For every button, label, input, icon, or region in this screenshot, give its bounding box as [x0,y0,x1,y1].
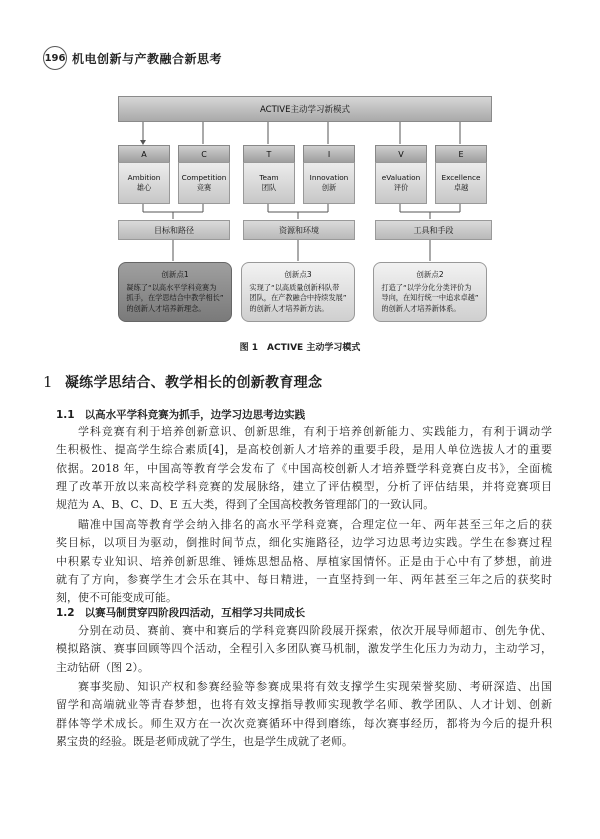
subsection-number: 1.1 [56,409,75,421]
text-line: 规范为 A、B、C、D、E 五大类，得到了全国高校教务管理部门的一致认同。 [56,498,435,512]
subsection-title: 以赛马制贯穿四阶段四活动，互相学习共同成长 [84,607,306,619]
running-title: 机电创新与产教融合新思考 [72,52,223,66]
text-line: 生积极性、提高学生综合素质[4]，是高校创新人才培养的重要手段，是用人单位选拔人才的重要 [56,443,552,457]
text-line: 依据。2018 年，中国高等教育学会发布了《中国高校创新人才培养暨学科竞赛白皮书》，全面梳 [56,461,552,475]
section-heading [43,372,322,392]
band-goals-paths: 目标和路径 [118,220,230,240]
innovation-point-1-line: 凝练了“以高水平学科竞赛为 [126,282,217,292]
band-resources-environment: 资源和环境 [243,220,355,240]
column-e-word [435,162,487,204]
innovation-point-2-line: 的创新人才培养新体系。 [381,303,461,313]
column-e-en: Excellence [441,173,481,182]
innovation-point-2-line: 导向，在知行统一中追求卓越” [381,293,479,302]
text-line: 分别在动员、赛前、赛中和赛后的学科竞赛四阶段展开探索，依次开展导师超市、创先争优、 [78,624,552,637]
column-c-word [178,162,230,204]
text-line: 主动钻研（图 2）。 [56,660,149,674]
innovation-point-1-line: 抓手，在学思结合中教学相长” [126,293,224,302]
paragraph [56,516,552,607]
innovation-point-2-title: 创新点2 [416,270,444,279]
column-c-en: Competition [181,173,227,182]
column-v-en: eValuation [381,173,421,182]
innovation-point-3-title: 创新点3 [284,270,312,279]
innovation-point-3-line: 的创新人才培养新方法。 [249,303,329,313]
page-number: 196 [43,46,67,70]
innovation-point-3 [241,262,355,322]
text-line: 理了改革开放以来高校学科竞赛的发展脉络，建立了评估模型，分析了评估结果，并将竞赛项目 [56,479,552,493]
innovation-point-1 [118,262,232,322]
column-e-zh: 卓越 [453,183,469,192]
column-v-zh: 评价 [393,183,409,192]
column-i-zh: 创新 [321,183,337,192]
text-line: 赛事奖励、知识产权和参赛经验等参赛成果将有效支撑学生实现荣誉奖励、考研深造、出国 [78,680,552,693]
text-line: 群体等学术成长。师生双方在一次次竞赛循环中得到磨练，每次赛事经历，都将为今后的提升积 [56,716,552,730]
column-c-letter: C [178,145,230,163]
column-i-letter: I [303,145,355,163]
text-line: 刻，使不可能变成可能。 [56,591,177,605]
column-a-letter: A [118,145,170,163]
text-line: 模拟路演、赛事回顾等四个活动，全程引入多团队赛马机制，激发学生化压力为动力，主动学习， [56,642,552,656]
paragraph [56,678,552,751]
paragraph [56,622,552,677]
column-t-zh: 团队 [261,183,277,192]
figure-caption: 图 1 ACTIVE 主动学习模式 [239,343,361,353]
subsection-heading [56,407,305,422]
column-c-zh: 竞赛 [196,183,212,192]
column-t-letter: T [243,145,295,163]
text-line: 奖目标，以项目为驱动，倒推时间节点，细化实施路径，边学习边思考边实践。学生在参赛过程 [56,536,552,550]
innovation-point-1-title: 创新点1 [161,270,189,279]
paragraph [56,423,552,514]
column-v-letter: V [375,145,427,163]
text-line: 留学和高端就业等青春梦想，也将有效支撑指导教师实现教学名师、教学团队、人才计划、创新 [56,698,552,712]
band-tools-means: 工具和手段 [375,220,492,240]
column-a-zh: 雄心 [136,183,152,192]
column-a-word [118,162,170,204]
column-v-word [375,162,427,204]
column-e-letter: E [435,145,487,163]
figure-top-banner: ACTIVE主动学习新模式 [118,96,492,122]
column-i-en: Innovation [309,173,349,182]
figure-active-model [118,96,490,328]
text-line: 累宝贵的经验。既是老师成就了学生，也是学生成就了老师。 [56,734,353,748]
innovation-point-2 [373,262,487,322]
text-line: 就有了方向，参赛学生才会乐在其中、每日精进，一直坚持到一年、两年甚至三年之后的获奖时 [56,572,552,586]
column-i-word [303,162,355,204]
column-t-word [243,162,295,204]
column-a-en: Ambition [127,173,161,182]
innovation-point-2-line: 打造了“以学分化分类评价为 [381,282,472,292]
column-t-en: Team [259,173,279,182]
text-line: 瞄准中国高等教育学会纳入排名的高水平学科竞赛，合理定位一年、两年甚至三年之后的获 [78,518,552,531]
section-title: 凝练学思结合、教学相长的创新教育理念 [64,375,323,391]
section-number: 1 [43,373,53,391]
subsection-title: 以高水平学科竞赛为抓手，边学习边思考边实践 [84,409,306,421]
innovation-point-3-line: 团队，在产教融合中持续发展” [249,293,347,302]
innovation-point-3-line: 实现了“以高质量创新科队带 [249,282,340,292]
innovation-point-1-line: 的创新人才培养新理念。 [126,303,206,313]
text-line: 学科竞赛有利于培养创新意识、创新思维，有利于培养创新能力、实践能力，有利于调动学 [78,425,552,438]
text-line: 中积累专业知识、培养创新思维、锤炼思想品格、厚植家国情怀。正是由于心中有了梦想，前进 [56,554,552,568]
subsection-heading [56,605,305,620]
subsection-number: 1.2 [56,607,75,619]
